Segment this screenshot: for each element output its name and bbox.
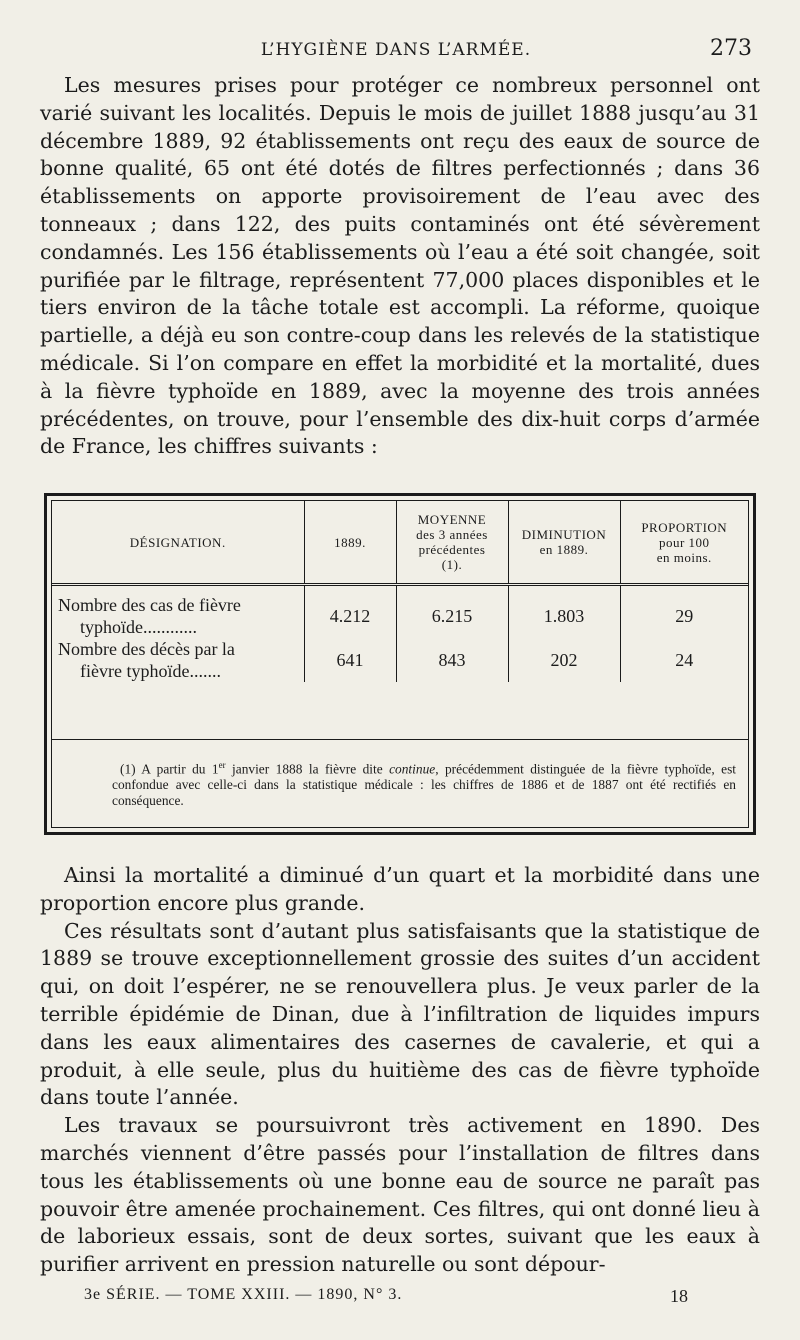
cell-1889: 4.212: [304, 585, 396, 639]
signature-mark: 18: [670, 1286, 688, 1306]
paragraph: Ces résultats sont d’autant plus satisfaisants que la statistique de 1889 se trouve exceptionnellement grossie des suites d’un accident qui, on doit l’espérer, ne se renouvellera plus. Je veux parler de la terrible épidémie de Dinan, due à l’infiltration de liquides impurs dans les eaux alimentaires des casernes de cavalerie, et qui a produit, à elle seule, plus du huitième des cas de fièvre typhoïde dans toute l’année.: [40, 918, 760, 1110]
table-row: [52, 585, 748, 639]
running-head: [40, 36, 752, 66]
header-proportion: PROPORTION pour 100 en moins.: [620, 501, 748, 585]
page-footer: [84, 1286, 688, 1312]
cell-proportion: 24: [620, 638, 748, 682]
header-designation: DÉSIGNATION.: [52, 501, 304, 585]
table-divider: [52, 739, 748, 740]
cell-decrease: 202: [508, 638, 620, 682]
cell-average: 6.215: [396, 585, 508, 639]
typhoid-statistics-table: [52, 501, 748, 682]
running-title: L’HYGIÈNE DANS L’ARMÉE.: [260, 40, 532, 60]
paragraph: Ainsi la mortalité a diminué d’un quart et la morbidité dans une proportion encore plus grande.: [40, 863, 760, 915]
cell-average: 843: [396, 638, 508, 682]
body-text-bottom: [40, 862, 760, 1279]
row-label: Nombre des décès par la fièvre typhoïde.......: [58, 639, 235, 681]
table-row: [52, 638, 748, 682]
cell-1889: 641: [304, 638, 396, 682]
cell-decrease: 1.803: [508, 585, 620, 639]
table-header-row: [52, 501, 748, 585]
paragraph: Les mesures prises pour protéger ce nombreux personnel ont varié suivant les localités. Depuis le mois de juillet 1888 jusqu’au 31 décembre 1889, 92 établissements ont reçu des eaux de source de bonne qualité, 65 ont été dotés de filtres perfectionnés ; dans 36 établissements on apporte provisoirement de l’eau avec des tonneaux ; dans 122, des puits contaminés ont été sévèrement condamnés. Les 156 établissements où l’eau a été soit changée, soit purifiée par le filtrage, représentent 77,000 places disponibles et le tiers environ de la tâche totale est accompli. La réforme, quoique partielle, a déjà eu son contre-coup dans les relevés de la statistique médicale. Si l’on compare en effet la morbidité et la mortalité, dues à la fièvre typhoïde en 1889, avec la moyenne des trois années précédentes, on trouve, pour l’ensemble des dix-huit corps d’armée de France, les chiffres suivants :: [40, 73, 760, 459]
header-average: MOYENNE des 3 années précédentes (1).: [396, 501, 508, 585]
table-footnote: (1) A partir du 1er janvier 1888 la fièvre dite continue, précédemment distinguée de la fièvre typhoïde, est confondue avec celle-ci dans la statistique médicale : les chiffres de 1886 et de 1887 ont été rectifiés en conséquence.: [112, 760, 736, 809]
series-info: 3e SÉRIE. — TOME XXIII. — 1890, N° 3.: [84, 1286, 403, 1303]
header-decrease: DIMINUTION en 1889.: [508, 501, 620, 585]
row-label: Nombre des cas de fièvre typhoïde............: [58, 595, 241, 637]
body-text-top: [40, 72, 760, 461]
statistics-table-inner: [51, 500, 749, 828]
page-number: 273: [710, 36, 752, 61]
statistics-table-frame: [44, 493, 756, 835]
paragraph: Les travaux se poursuivront très activement en 1890. Des marchés viennent d’être passés pour l’installation de filtres dans tous les établissements où une bonne eau de source ne paraît pas pouvoir être amenée prochainement. Ces filtres, qui ont donné lieu à de laborieux essais, sont de deux sortes, suivant que les eaux à purifier arrivent en pression naturelle ou sont dépour-: [40, 1113, 760, 1277]
cell-proportion: 29: [620, 585, 748, 639]
header-year: 1889.: [304, 501, 396, 585]
